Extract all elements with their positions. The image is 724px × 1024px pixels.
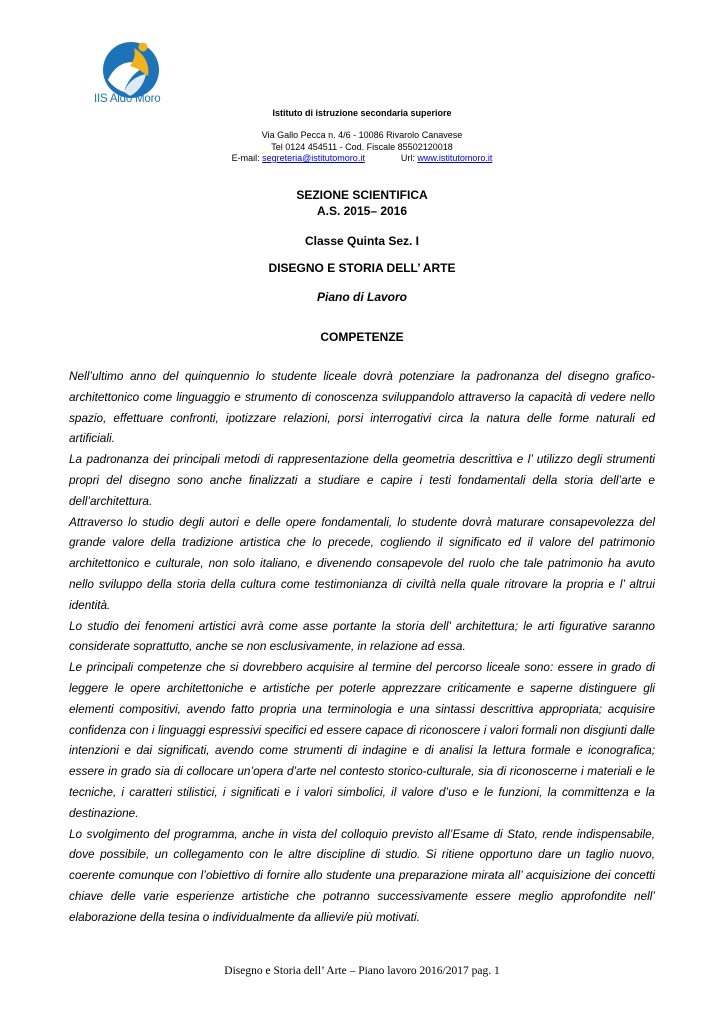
- class-title: Classe Quinta Sez. I: [304, 234, 420, 248]
- plan-title: Piano di Lavoro: [316, 290, 407, 304]
- address-block: [0, 130, 724, 153]
- url-label: Url:: [400, 153, 415, 163]
- paragraph-2: La padronanza dei principali metodi di rappresentazione della geometria descrittiva e l’ utilizzo degli strumenti propri del disegno sono anche finalizzati a studiare e capire i testi fondamentali della storia dell’arte e dell’architettura.: [69, 452, 655, 508]
- page-footer: Disegno e Storia dell’ Arte – Piano lavoro 2016/2017 pag. 1: [224, 965, 500, 977]
- contact-line: [0, 153, 724, 165]
- school-year: A.S. 2015– 2016: [316, 204, 408, 218]
- logo-text: IIS Aldo Moro: [94, 93, 161, 105]
- paragraph-1: Nell’ultimo anno del quinquennio lo studente liceale dovrà potenziare la padronanza del disegno grafico- architettonico come linguaggio e strumento di conoscenza sviluppandolo attraverso la capacità di vedere nello spazio, effettuare confronti, ipotizzare relazioni, porsi interrogativi circa la natura delle forme naturali ed artificiali.: [69, 369, 655, 446]
- paragraph-5: Le principali competenze che si dovrebbero acquisire al termine del percorso liceale sono: essere in grado di leggere le opere architettoniche e artistiche per poterle apprezzare criticamente e saperne distinguere gli elementi compositivi, avendo fatto propria una terminologia e una sintassi descrittiva appropriata; acquisire confidenza con i linguaggi espressivi specifici ed essere capace di riconoscere i valori formali non disgiunti dalle intenzioni e dai significati, avendo come strumenti di indagine e di analisi la lettura formale e iconografica; essere in grado sia di collocare un’opera d’arte nel contesto storico-culturale, sia di riconoscerne i materiali e le tecniche, i caratteri stilistici, i significati e i valori simbolici, il valore d’uso e le funzioni, la committenza e la destinazione.: [69, 660, 655, 820]
- document-body: [69, 366, 655, 928]
- subject-title: DISEGNO E STORIA DELL’ ARTE: [268, 261, 456, 275]
- paragraph-3: Attraverso lo studio degli autori e delle opere fondamentali, lo studente dovrà maturare consapevolezza del grande valore della tradizione artistica che lo precede, cogliendo il significato ed il valore del patrimonio architettonico e culturale, non solo italiano, e divenendo consapevole del ruolo che tale patrimonio ha avuto nello sviluppo della storia della cultura come testimonianza di civiltà nella quale ritrovare la propria e l’ altrui identità.: [69, 514, 655, 612]
- institute-name: Istituto di istruzione secondaria superiore: [272, 108, 452, 118]
- competences-heading: COMPETENZE: [320, 330, 404, 344]
- paragraph-6: Lo svolgimento del programma, anche in vista del colloquio previsto all’Esame di Stato, rende indispensabile, dove possibile, un collegamento con le altre discipline di studio. Si ritiene opportuno dare un taglio nuovo, coerente comunque con l’obiettivo di fornire allo studente una preparazione mirata all’ acquisizione dei concetti chiave delle varie esperienze artistiche che potranno successivamente essere meglio approfondite nell’ elaborazione della tesina o individualmente da allievi/e più motivati.: [69, 826, 655, 924]
- website-link[interactable]: www.istitutomoro.it: [417, 153, 493, 163]
- phone-line: Tel 0124 454511 - Cod. Fiscale 85502120018: [271, 141, 453, 152]
- paragraph-4: Lo studio dei fenomeni artistici avrà come asse portante la storia dell’ architettura; le arti figurative saranno considerate soprattutto, anche se non esclusivamente, in relazione ad essa.: [69, 618, 655, 654]
- email-label: E-mail:: [231, 153, 260, 163]
- address-line: Via Gallo Pecca n. 4/6 - 10086 Rivarolo Canavese: [261, 130, 463, 140]
- section-title: SEZIONE SCIENTIFICA: [296, 188, 428, 202]
- email-link[interactable]: segreteria@istitutomoro.it: [262, 153, 365, 163]
